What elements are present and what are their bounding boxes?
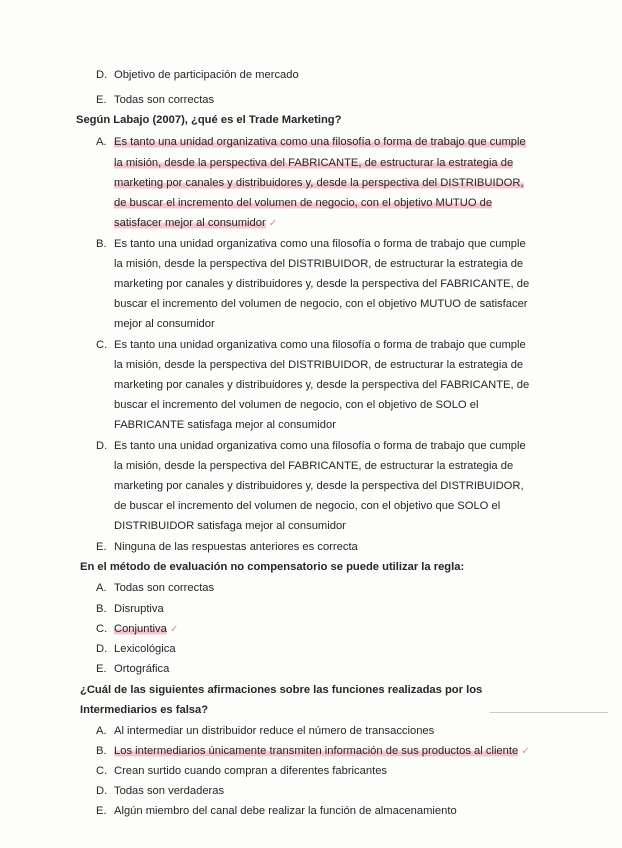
option-line [96, 581, 214, 595]
option-continuation: buscar el incremento del volumen de negocio, con el objetivo MUTUO de satisfacer [114, 298, 528, 310]
option-letter: E. [96, 663, 107, 675]
option-line [96, 642, 176, 656]
option-letter: B. [96, 745, 107, 757]
option-line [96, 622, 178, 637]
option-line [96, 93, 214, 107]
option-text: Objetivo de participación de mercado [114, 69, 299, 81]
highlighted-answer-text: marketing por canales y distribuidores y, desde la perspectiva del DISTRIBUIDOR, [114, 177, 524, 189]
option-line [96, 744, 530, 759]
option-letter: E. [96, 94, 107, 106]
option-letter: A. [96, 582, 107, 594]
question-title: Intermediarios es falsa? [80, 704, 209, 716]
option-line [96, 662, 169, 676]
option-text: Algún miembro del canal debe realizar la función de almacenamiento [114, 805, 457, 817]
option-text: Al intermediar un distribuidor reduce el número de transacciones [114, 725, 435, 737]
option-text: Lexicológica [114, 643, 176, 655]
question-title: En el método de evaluación no compensatorio se puede utilizar la regla: [80, 561, 465, 573]
option-letter: B. [96, 603, 107, 615]
option-continuation [114, 176, 524, 190]
highlighted-answer-text: de buscar el incremento del volumen de negocio, con el objetivo MUTUO de [114, 197, 493, 209]
option-text: Disruptiva [114, 603, 164, 615]
option-line [96, 135, 526, 149]
option-continuation: buscar el incremento del volumen de negocio, con el objetivo de SOLO el [114, 399, 479, 411]
option-letter: E. [96, 541, 107, 553]
option-line [96, 338, 526, 352]
option-continuation [114, 156, 513, 170]
option-continuation: marketing por canales y distribuidores y, desde la perspectiva del DISTRIBUIDOR, [114, 480, 524, 492]
highlighted-answer-text: Los intermediarios únicamente transmiten información de sus productos al cliente [114, 745, 519, 757]
check-mark-icon: ✓ [169, 624, 179, 635]
option-letter: C. [96, 623, 108, 635]
option-text: Es tanto una unidad organizativa como una filosofía o forma de trabajo que cumple [114, 339, 526, 351]
option-continuation: FABRICANTE satisfaga mejor al consumidor [114, 419, 336, 431]
option-text: Es tanto una unidad organizativa como una filosofía o forma de trabajo que cumple [114, 238, 526, 250]
option-letter: A. [96, 136, 107, 148]
question-title: ¿Cuál de las siguientes afirmaciones sobre las funciones realizadas por los [80, 684, 483, 696]
highlighted-answer-text: satisfacer mejor al consumidor [114, 217, 266, 229]
option-letter: E. [96, 805, 107, 817]
highlighted-answer-text: Conjuntiva [114, 623, 167, 635]
option-text: Todas son correctas [114, 582, 215, 594]
option-line [96, 764, 387, 778]
option-continuation: la misión, desde la perspectiva del DISTRIBUIDOR, de estructurar la estrategia de [114, 359, 524, 371]
check-mark-icon: ✓ [268, 218, 278, 229]
option-continuation: de buscar el incremento del volumen de negocio, con el objetivo que SOLO el [114, 500, 501, 512]
option-letter: B. [96, 238, 107, 250]
option-line [96, 784, 224, 798]
highlighted-answer-text: la misión, desde la perspectiva del FABRICANTE, de estructurar la estrategia de [114, 157, 514, 169]
option-letter: C. [96, 339, 108, 351]
option-line [96, 237, 526, 251]
option-letter: D. [96, 785, 108, 797]
check-mark-icon: ✓ [521, 746, 530, 757]
option-line [96, 804, 457, 818]
option-letter: D. [96, 643, 108, 655]
option-continuation: la misión, desde la perspectiva del DISTRIBUIDOR, de estructurar la estrategia de [114, 258, 524, 270]
option-letter: D. [96, 440, 108, 452]
scan-mark-line [490, 712, 608, 713]
option-line [96, 68, 299, 82]
option-continuation [114, 196, 492, 210]
option-continuation: marketing por canales y distribuidores y, desde la perspectiva del FABRICANTE, de [114, 278, 530, 290]
option-continuation: DISTRIBUIDOR satisfaga mejor al consumidor [114, 520, 346, 532]
option-text: Es tanto una unidad organizativa como una filosofía o forma de trabajo que cumple [114, 440, 526, 452]
option-letter: A. [96, 725, 107, 737]
option-line [96, 724, 434, 738]
option-text: Crean surtido cuando compran a diferentes fabricantes [114, 765, 388, 777]
option-continuation: mejor al consumidor [114, 318, 215, 330]
option-text: Ninguna de las respuestas anteriores es correcta [114, 541, 358, 553]
option-line [96, 602, 164, 616]
option-text: Todas son verdaderas [114, 785, 225, 797]
option-letter: D. [96, 69, 108, 81]
option-continuation [114, 216, 277, 231]
option-text: Todas son correctas [114, 94, 215, 106]
option-line [96, 439, 526, 453]
question-title: Según Labajo (2007), ¿qué es el Trade Marketing? [76, 114, 342, 126]
highlighted-answer-text: Es tanto una unidad organizativa como una filosofía o forma de trabajo que cumple [114, 136, 526, 148]
option-continuation: marketing por canales y distribuidores y, desde la perspectiva del FABRICANTE, de [114, 379, 530, 391]
option-letter: C. [96, 765, 108, 777]
option-text: Ortográfica [114, 663, 170, 675]
option-line [96, 540, 358, 554]
option-continuation: la misión, desde la perspectiva del FABRICANTE, de estructurar la estrategia de [114, 460, 514, 472]
